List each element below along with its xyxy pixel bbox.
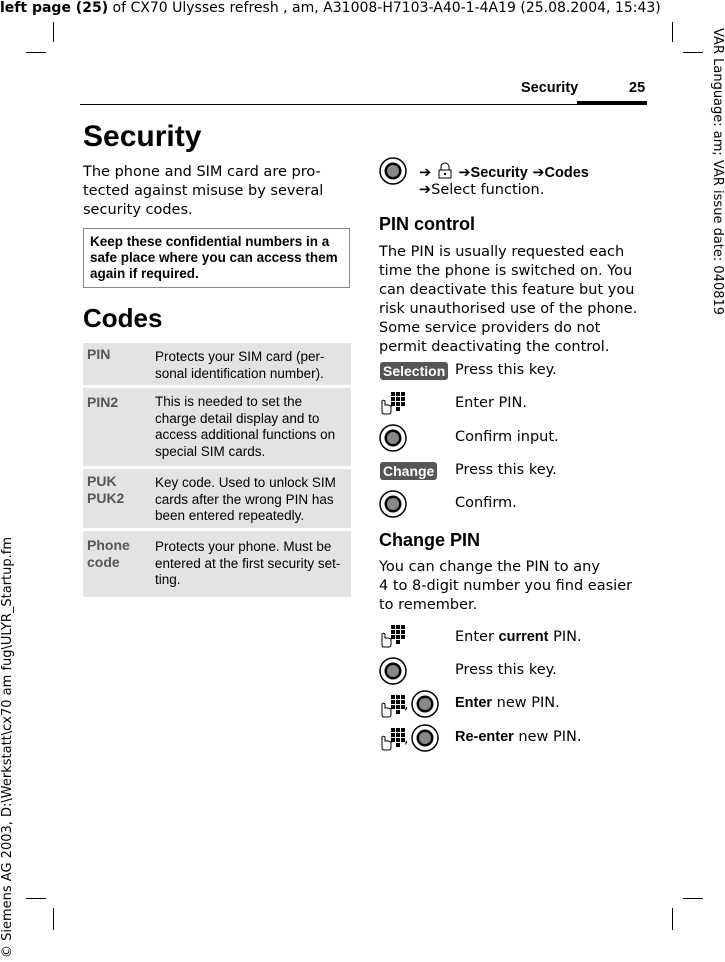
- step-desc-bold: Re-enter: [455, 729, 514, 745]
- step-desc-post: new PIN.: [492, 695, 560, 711]
- pin-control-line: risk unauthorised use of the phone.: [379, 301, 638, 317]
- step-desc-post: new PIN.: [513, 729, 582, 745]
- keypad-icon: [379, 624, 405, 648]
- navigation-key-icon: [379, 157, 407, 185]
- step-desc: [455, 695, 560, 711]
- menu-security: Security: [470, 165, 528, 181]
- page-title: Security: [83, 120, 202, 153]
- table-row: [83, 343, 351, 385]
- step-desc: Enter PIN.: [455, 395, 528, 411]
- step-desc: [455, 629, 582, 645]
- side-copyright-text: © Siemens AG 2003, D:\Werkstatt\cx70 am fug\ULYR_Startup.fm: [0, 536, 15, 958]
- table-row: [83, 388, 351, 466]
- step-desc: Confirm input.: [455, 429, 559, 445]
- pin-control-line: can deactivate this feature but you: [379, 282, 635, 298]
- pin-control-line: The PIN is usually requested each: [379, 244, 625, 260]
- menu-path: [419, 162, 589, 183]
- arrow-glyph: ➔: [419, 182, 432, 198]
- change-pin-heading: Change PIN: [379, 530, 481, 550]
- crop-mark: [26, 898, 46, 899]
- code-desc: Protects your phone. Must be entered at the first security set-ting.: [155, 539, 341, 587]
- pin-control-line: time the phone is switched on. You: [379, 263, 633, 279]
- step-desc: [455, 729, 582, 745]
- running-header-title: Security: [521, 80, 579, 96]
- step-desc-bold: current: [498, 629, 549, 645]
- arrow-glyph: ➔: [419, 165, 432, 181]
- intro-text: [83, 163, 343, 220]
- intro-line: security codes.: [83, 202, 193, 218]
- selection-softkey: Selection: [380, 362, 448, 380]
- pin-control-text: [379, 243, 649, 357]
- intro-line: The phone and SIM card are pro-: [83, 164, 321, 180]
- step-desc-post: PIN.: [548, 629, 582, 645]
- change-pin-line: to remember.: [379, 597, 478, 613]
- navigation-key-icon: [379, 657, 407, 685]
- header-rule-accent: [577, 101, 647, 105]
- step-desc: Press this key.: [455, 662, 557, 678]
- code-key: Phone code: [87, 537, 130, 570]
- step-desc: Press this key.: [455, 462, 557, 478]
- select-function: [419, 181, 544, 200]
- comma-separator: ,: [404, 697, 409, 713]
- side-language-text: VAR Language: am; VAR issue date: 040819: [710, 28, 725, 316]
- change-softkey: Change: [380, 462, 437, 480]
- navigation-key-icon: [379, 424, 407, 452]
- arrow-glyph: ➔: [458, 165, 471, 181]
- pin-control-line: Some service providers do not: [379, 320, 601, 336]
- code-key: PIN: [87, 346, 111, 362]
- header-rule: [80, 104, 647, 105]
- keypad-icon: [379, 727, 405, 751]
- keypad-icon: [379, 391, 405, 415]
- codes-table: [83, 343, 351, 600]
- codes-heading: Codes: [83, 303, 163, 333]
- pin-control-line: permit deactivating the control.: [379, 339, 610, 355]
- step-desc: Confirm.: [455, 495, 517, 511]
- code-desc: This is needed to set the charge detail display and to access additional functions on special SIM cards.: [155, 394, 336, 459]
- navigation-key-icon: [379, 490, 407, 518]
- comma-separator: ,: [404, 731, 409, 747]
- table-row: [83, 531, 351, 597]
- print-header: [0, 0, 661, 16]
- keypad-icon: [379, 694, 405, 718]
- crop-mark: [26, 52, 46, 53]
- crop-mark: [672, 908, 673, 930]
- arrow-glyph: ➔: [532, 165, 545, 181]
- menu-codes: Codes: [544, 165, 589, 181]
- crop-mark: [672, 22, 673, 42]
- code-key: PIN2: [87, 394, 119, 410]
- select-function-text: Select function.: [431, 182, 545, 198]
- crop-mark: [683, 52, 703, 53]
- step-desc-bold: Enter: [455, 695, 493, 711]
- crop-mark: [53, 22, 54, 42]
- running-header-page: 25: [629, 80, 646, 96]
- change-pin-line: You can change the PIN to any: [379, 559, 600, 575]
- code-key: PUK PUK2: [87, 473, 125, 506]
- step-desc: Press this key.: [455, 362, 557, 378]
- print-header-info: of CX70 Ulysses refresh , am, A31008-H7103-A40-1-4A19 (25.08.2004, 15:43): [108, 0, 661, 16]
- notice-box: Keep these confidential numbers in a safe place where you can access them again if required.: [83, 228, 350, 288]
- code-desc: Key code. Used to unlock SIM cards after the wrong PIN has been entered repeatedly.: [155, 475, 336, 523]
- pin-control-heading: PIN control: [379, 214, 476, 234]
- crop-mark: [683, 898, 703, 899]
- intro-line: tected against misuse by several: [83, 183, 324, 199]
- padlock-icon: [436, 162, 454, 180]
- print-header-page: left page (25): [0, 0, 109, 16]
- crop-mark: [53, 908, 54, 930]
- step-desc-pre: Enter: [455, 629, 499, 645]
- navigation-key-icon: [411, 724, 439, 752]
- table-row: [83, 469, 351, 528]
- change-pin-text: [379, 558, 649, 615]
- navigation-key-icon: [411, 690, 439, 718]
- code-desc: Protects your SIM card (per-sonal identification number).: [155, 349, 325, 381]
- change-pin-line: 4 to 8-digit number you find easier: [379, 578, 633, 594]
